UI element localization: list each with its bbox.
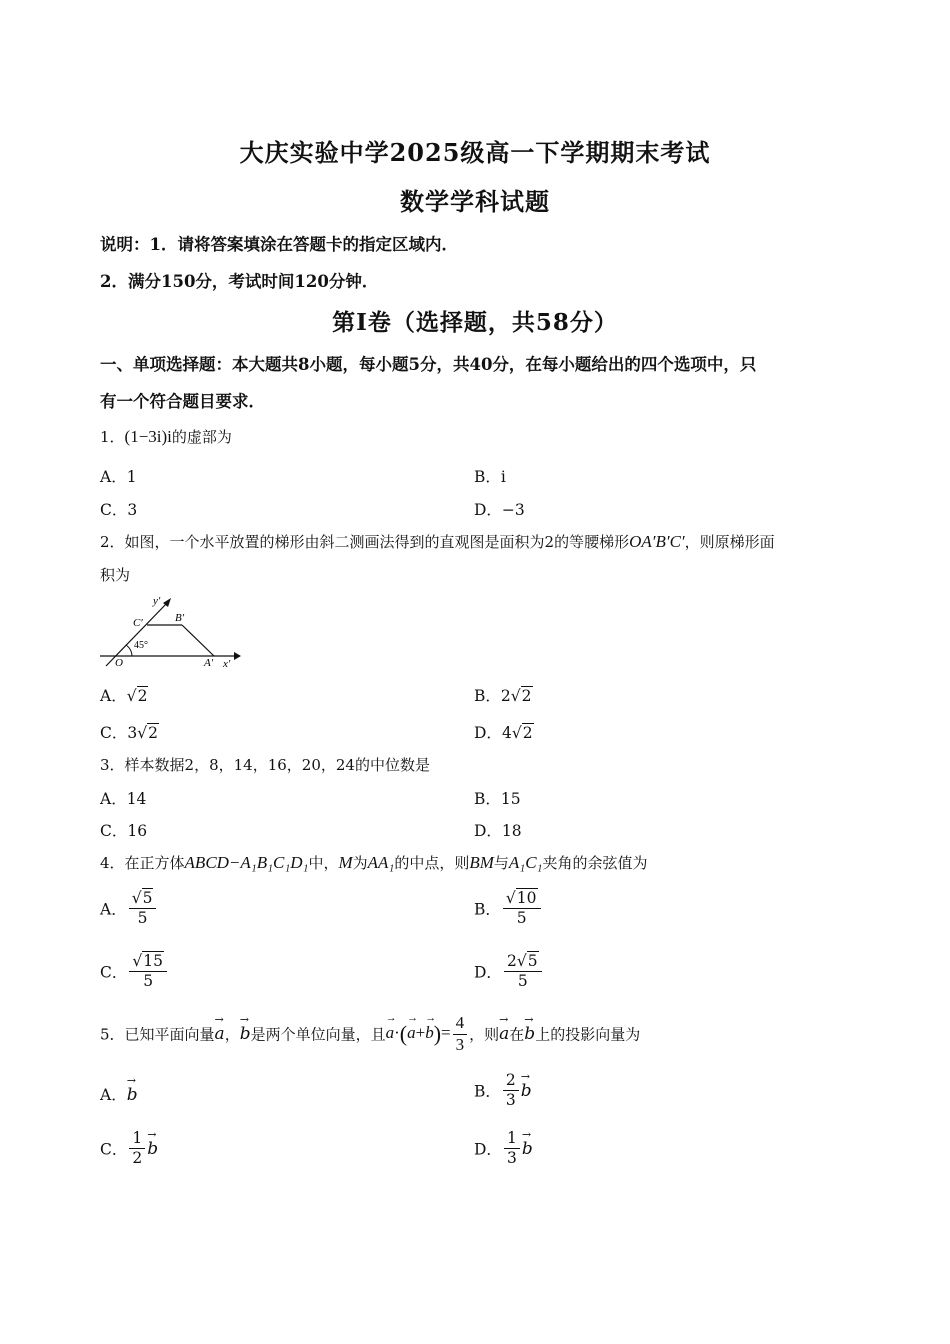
label-b: B′ — [175, 612, 185, 624]
denominator: 5 — [137, 909, 148, 928]
fraction — [503, 890, 541, 927]
option-label: D． — [474, 724, 502, 742]
x-axis-arrow — [234, 652, 241, 660]
question-2 — [100, 531, 775, 552]
q4-text: 的中点，则 — [394, 854, 470, 872]
vector-a: → a — [386, 1023, 395, 1043]
option-label: D． — [474, 1140, 502, 1159]
option-label: C． — [100, 963, 128, 982]
vector-a: → a — [215, 1024, 225, 1044]
note-line-1: 说明：1．请将答案填涂在答题卡的指定区域内． — [100, 235, 458, 254]
question-2-line-2: 积为 — [100, 566, 131, 584]
q2-trapezoid-figure — [96, 592, 242, 672]
question-4 — [100, 852, 647, 873]
fraction — [129, 953, 167, 990]
denominator: 3 — [455, 1034, 465, 1054]
vector-b: → b — [524, 1024, 535, 1044]
q4-text: 为 — [352, 854, 368, 872]
radicand: 2 — [137, 687, 148, 705]
label-o: O — [115, 657, 123, 669]
vector-b: → b — [521, 1081, 532, 1101]
q5-text: 5．已知平面向量 — [100, 1025, 215, 1044]
option-coef: 2 — [500, 687, 511, 705]
q2-option-b — [474, 684, 533, 706]
question-5 — [100, 1014, 640, 1054]
option-label: D． — [474, 963, 502, 982]
option-label: A． — [100, 900, 127, 919]
q4-segment-a1c1: A₁C₁ — [508, 853, 543, 872]
sqrt-symbol: √15 — [132, 952, 163, 970]
label-y: y′ — [153, 595, 161, 607]
q4-point-m: M — [338, 853, 353, 872]
q2-option-c — [100, 721, 159, 743]
fraction — [129, 890, 157, 927]
numerator: 1 — [129, 1130, 145, 1149]
part-intro-line-2: 有一个符合题目要求． — [100, 392, 265, 411]
option-coef: 3 — [127, 724, 138, 742]
q4-option-c — [100, 953, 169, 990]
sqrt-symbol: √2 — [510, 687, 532, 705]
q3-option-b: B．15 — [474, 790, 521, 808]
q3-option-c: C．16 — [100, 822, 148, 840]
q5-equation: → a·(→ a+→ b)= $\frac{4}{3}$ — [386, 1023, 470, 1042]
fraction — [504, 953, 542, 990]
numerator: 4 — [453, 1014, 468, 1035]
radicand: 5 — [142, 889, 153, 907]
q3-option-d: D．18 — [474, 822, 522, 840]
sqrt-symbol: √2 — [137, 724, 159, 742]
exam-subtitle: 数学学科试题 — [400, 187, 550, 216]
vector-a: → a — [407, 1023, 416, 1043]
denominator: 5 — [143, 972, 154, 991]
radicand: 2 — [522, 724, 533, 742]
q4-text: 夹角的余弦值为 — [542, 854, 648, 872]
fraction — [504, 1130, 520, 1167]
trapezoid-right — [182, 625, 214, 656]
sqrt-symbol: √10 — [505, 889, 537, 907]
sqrt-symbol: √5 — [131, 889, 153, 907]
sqrt-symbol: √2 — [511, 724, 533, 742]
label-a: A′ — [204, 657, 214, 669]
q5-text: ， — [224, 1025, 240, 1044]
vector-b: → b — [147, 1139, 158, 1159]
q2-option-d — [474, 721, 534, 743]
q4-segment-aa1: AA₁ — [367, 853, 395, 872]
vector-a: → a — [499, 1024, 509, 1044]
option-label: B． — [474, 900, 501, 919]
question-number: 1． — [100, 428, 125, 446]
radicand: 5 — [527, 952, 538, 970]
q1-option-b: B．i — [474, 468, 506, 486]
fraction — [503, 1072, 519, 1109]
q4-segment-bm: BM — [469, 853, 494, 872]
exam-title: 大庆实验中学2025级高一下学期期末考试 — [239, 138, 711, 167]
sqrt-symbol: √5 — [516, 952, 538, 970]
q1-expression: (1−3i)i — [124, 427, 172, 446]
label-c: C′ — [133, 617, 143, 629]
denominator: 2 — [132, 1149, 143, 1168]
option-label: C． — [100, 1140, 128, 1159]
option-label: C． — [100, 724, 128, 742]
q5-option-b — [474, 1072, 532, 1109]
question-3: 3．样本数据2，8，14，16，20，24的中位数是 — [100, 756, 430, 774]
sqrt-symbol: √2 — [126, 687, 148, 705]
q5-option-c — [100, 1130, 158, 1167]
q2-shape-label: OA′B′C′ — [629, 532, 685, 551]
q1-text: 的虚部为 — [171, 428, 232, 446]
q2-text-part2: ，则原梯形面 — [684, 533, 775, 551]
q2-option-a — [100, 684, 148, 706]
q5-option-d — [474, 1130, 533, 1167]
q1-option-d: D．−3 — [474, 501, 525, 519]
q5-option-a — [100, 1083, 138, 1105]
q4-text: 中， — [308, 854, 339, 872]
part-intro-line-1: 一、单项选择题：本大题共8小题，每小题5分，共40分，在每小题给出的四个选项中，只 — [100, 355, 757, 374]
q5-text: 是两个单位向量，且 — [250, 1025, 386, 1044]
q1-option-c: C．3 — [100, 501, 138, 519]
q5-text: 在 — [509, 1025, 525, 1044]
radicand: 2 — [521, 687, 532, 705]
q5-text: 上的投影向量为 — [535, 1025, 641, 1044]
denominator: 5 — [517, 972, 528, 991]
vector-b: → b — [127, 1085, 138, 1105]
q4-cube-label: ABCD−A₁B₁C₁D₁ — [184, 853, 309, 872]
option-label: A． — [100, 687, 127, 705]
denominator: 3 — [506, 1149, 517, 1168]
note-line-2: 2．满分150分，考试时间120分钟． — [100, 272, 379, 291]
numerator: 1 — [504, 1130, 520, 1149]
label-x: x′ — [223, 658, 231, 670]
denominator: 5 — [516, 909, 527, 928]
label-angle: 45° — [134, 640, 148, 651]
q4-text: 4．在正方体 — [100, 854, 185, 872]
option-label: B． — [474, 1082, 501, 1101]
fraction — [129, 1130, 145, 1167]
q5-text: ，则 — [469, 1025, 500, 1044]
q3-option-a: A．14 — [100, 790, 147, 808]
radicand: 10 — [516, 889, 537, 907]
option-coef: 4 — [501, 724, 512, 742]
vector-b: → b — [522, 1139, 533, 1159]
section-title: 第Ⅰ卷（选择题，共58分） — [332, 309, 618, 336]
radicand: 2 — [148, 724, 159, 742]
radicand: 15 — [143, 952, 163, 970]
angle-arc — [126, 645, 132, 656]
q4-text: 与 — [493, 854, 509, 872]
option-label: B． — [474, 687, 501, 705]
vector-b: → b — [425, 1023, 434, 1043]
option-label: A． — [100, 1086, 127, 1104]
q4-option-a — [100, 890, 158, 927]
question-1 — [100, 426, 232, 447]
vector-b: → b — [240, 1024, 251, 1044]
q2-text-part1: 2．如图，一个水平放置的梯形由斜二测画法得到的直观图是面积为2的等腰梯形 — [100, 533, 630, 551]
q1-option-a: A．1 — [100, 468, 137, 486]
q4-option-b — [474, 890, 543, 927]
fraction — [453, 1014, 468, 1054]
numerator: 2 — [503, 1072, 519, 1091]
coef: 2 — [506, 952, 517, 970]
denominator: 3 — [505, 1091, 516, 1110]
q4-option-d — [474, 953, 544, 990]
